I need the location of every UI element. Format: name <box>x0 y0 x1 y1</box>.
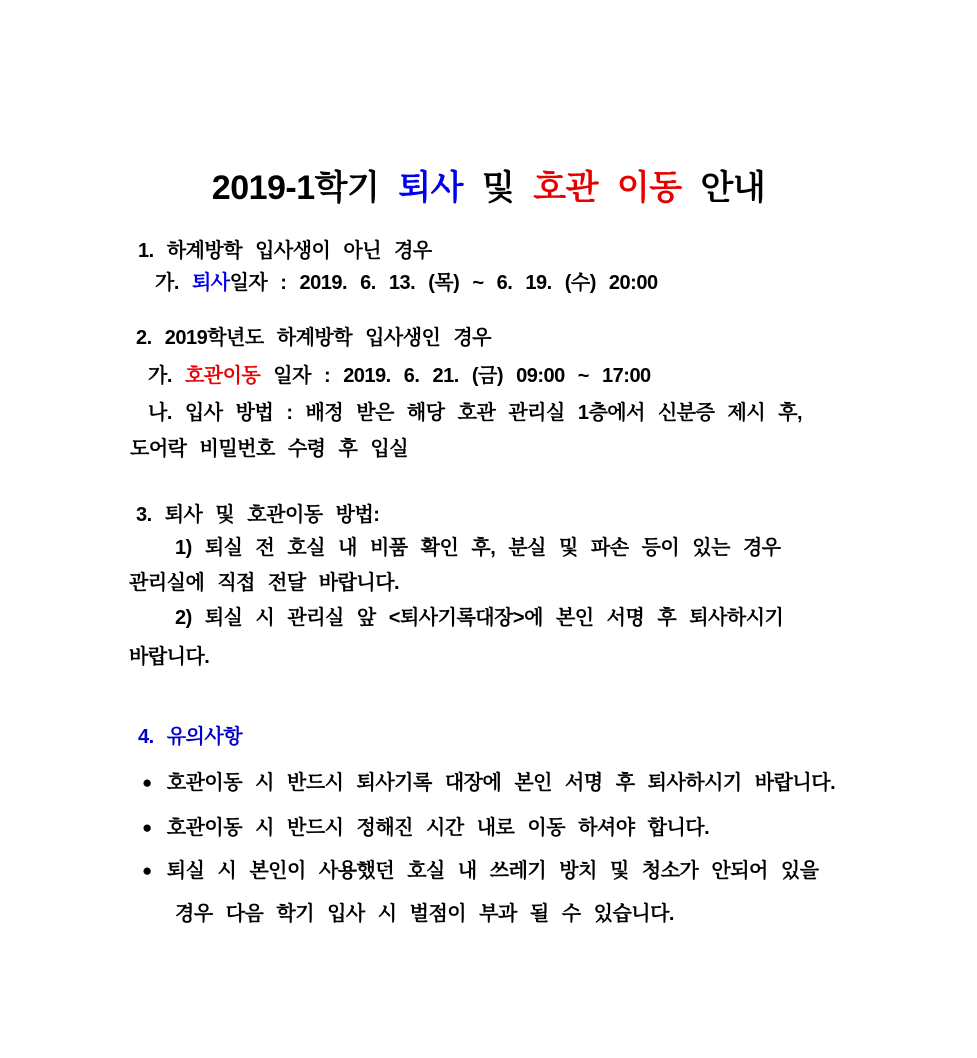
bullet-item-3 <box>142 858 819 884</box>
item-prefix: 가. <box>148 365 185 387</box>
bullet-item-1 <box>142 770 835 796</box>
section3-item-1: 1) 퇴실 전 호실 내 비품 확인 후, 분실 및 파손 등이 있는 경우 <box>175 537 781 559</box>
section2-item-na: 나. 입사 방법 : 배정 받은 해당 호관 관리실 1층에서 신분증 제시 후, <box>148 402 803 424</box>
section4-heading: 4. 유의사항 <box>138 726 243 748</box>
bullet-text: 호관이동 시 반드시 퇴사기록 대장에 본인 서명 후 퇴사하시기 바랍니다. <box>166 772 836 794</box>
section1-item-ga <box>155 270 658 296</box>
section1-heading: 1. 하계방학 입사생이 아닌 경우 <box>138 240 432 262</box>
item-prefix: 가. <box>155 272 192 294</box>
section3-item-2-continuation: 바랍니다. <box>129 646 210 668</box>
title-text: 2019-1학기 <box>211 169 399 207</box>
section2-item-na-continuation: 도어락 비밀번호 수령 후 입실 <box>130 438 409 460</box>
section3-heading: 3. 퇴사 및 호관이동 방법: <box>136 504 380 526</box>
section2-item-ga <box>148 363 651 389</box>
bullet-icon: ● <box>142 818 152 837</box>
bullet-item-3-continuation: 경우 다음 학기 입사 시 벌점이 부과 될 수 있습니다. <box>175 903 674 925</box>
section3-item-1-continuation: 관리실에 직접 전달 바랍니다. <box>129 572 400 594</box>
title-highlight-blue: 퇴사 <box>398 169 463 207</box>
title-text: 및 <box>463 169 534 207</box>
page-title <box>0 160 977 209</box>
section3-item-2: 2) 퇴실 시 관리실 앞 <퇴사기록대장>에 본인 서명 후 퇴사하시기 <box>175 607 784 629</box>
section2-heading: 2. 2019학년도 하계방학 입사생인 경우 <box>136 327 492 349</box>
bullet-item-2 <box>142 815 709 841</box>
bullet-text: 호관이동 시 반드시 정해진 시간 내로 이동 하셔야 합니다. <box>166 817 710 839</box>
bullet-text: 퇴실 시 본인이 사용했던 호실 내 쓰레기 방치 및 청소가 안되어 있을 <box>166 860 819 882</box>
item-highlight-red: 호관이동 <box>184 365 261 387</box>
title-text: 안내 <box>681 169 766 207</box>
item-text: 일자 : 2019. 6. 13. (목) ~ 6. 19. (수) 20:00 <box>229 272 658 294</box>
item-text: 일자 : 2019. 6. 21. (금) 09:00 ~ 17:00 <box>260 365 651 387</box>
item-highlight-blue: 퇴사 <box>191 272 230 294</box>
bullet-icon: ● <box>142 773 152 792</box>
title-highlight-red: 호관 이동 <box>533 169 682 207</box>
bullet-icon: ● <box>142 861 152 880</box>
